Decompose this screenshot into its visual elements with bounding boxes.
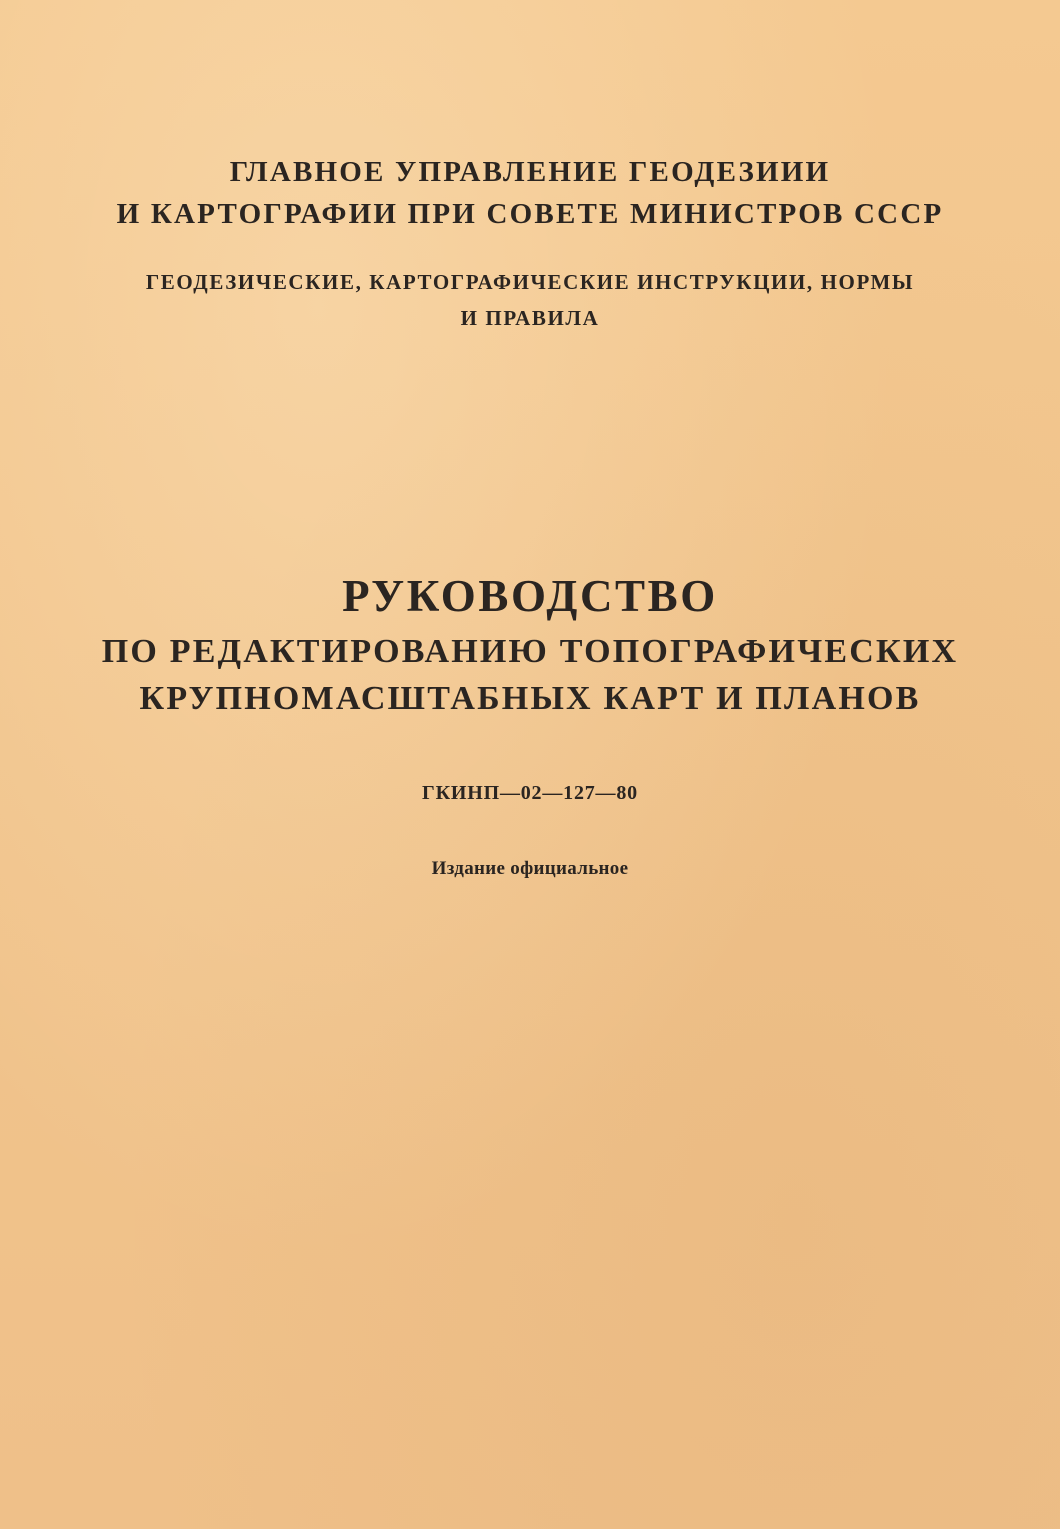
organization-line-1: ГЛАВНОЕ УПРАВЛЕНИЕ ГЕОДЕЗИИИ	[229, 156, 831, 188]
document-title: РУКОВОДСТВО	[342, 571, 718, 621]
document-subtitle-line-2: КРУПНОМАСШТАБНЫХ КАРТ И ПЛАНОВ	[139, 680, 921, 717]
document-code: ГКИНП—02—127—80	[422, 782, 638, 804]
series-line-1: ГЕОДЕЗИЧЕСКИЕ, КАРТОГРАФИЧЕСКИЕ ИНСТРУКЦИИ, НОРМЫ	[145, 270, 915, 294]
document-subtitle-line-1: ПО РЕДАКТИРОВАНИЮ ТОПОГРАФИЧЕСКИХ	[101, 633, 959, 670]
edition-note: Издание официальное	[431, 858, 629, 879]
organization-line-2: И КАРТОГРАФИИ ПРИ СОВЕТЕ МИНИСТРОВ СССР	[116, 198, 944, 230]
series-line-2: И ПРАВИЛА	[460, 306, 600, 330]
